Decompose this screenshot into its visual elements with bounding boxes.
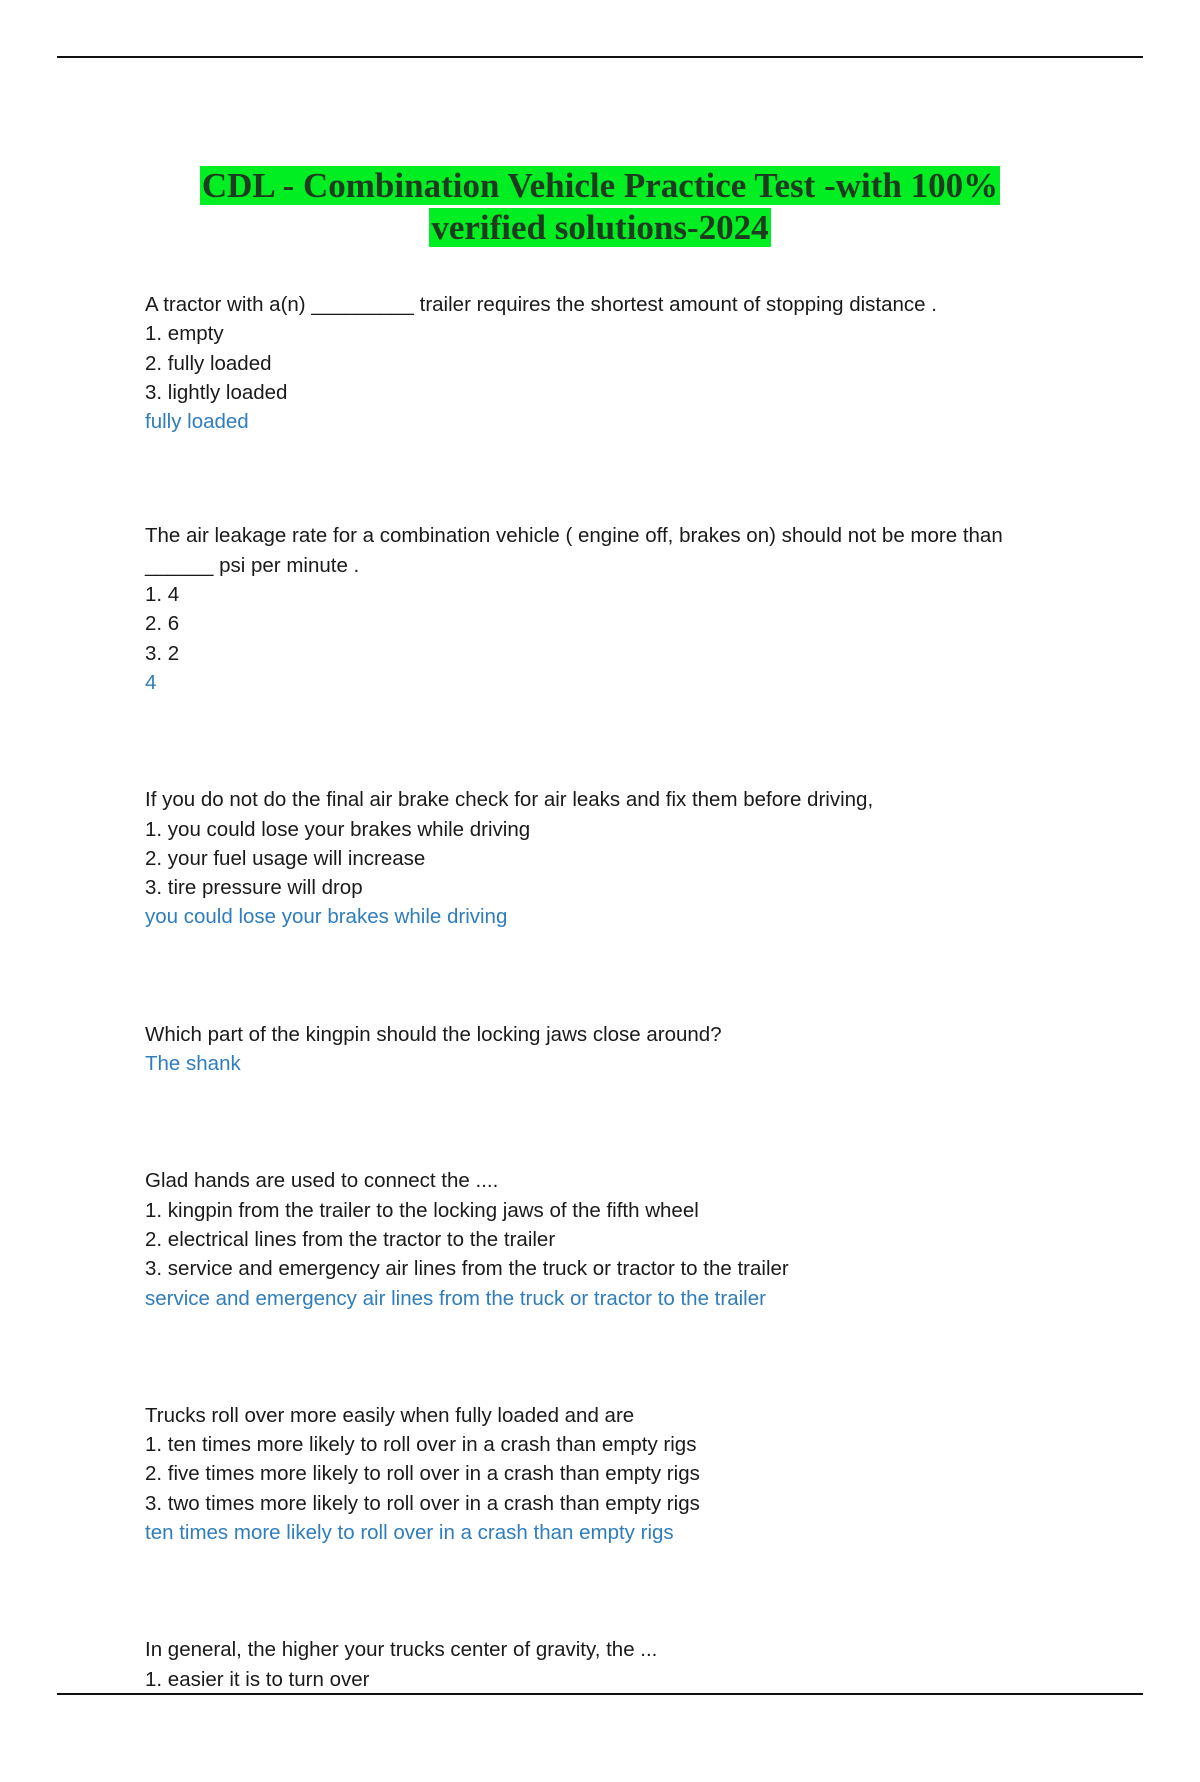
top-divider xyxy=(57,56,1143,58)
option-2: 2. your fuel usage will increase xyxy=(145,846,426,870)
question-1 xyxy=(145,290,1045,436)
document-title xyxy=(100,165,1100,249)
question-answer: The shank xyxy=(145,1052,241,1076)
option-3: 3. two times more likely to roll over in a crash than empty rigs xyxy=(145,1491,700,1515)
question-prompt: Trucks roll over more easily when fully loaded and are xyxy=(145,1403,635,1427)
option-3: 3. lightly loaded xyxy=(145,380,288,404)
option-2: 2. fully loaded xyxy=(145,351,272,375)
option-1: 1. kingpin from the trailer to the locking jaws of the fifth wheel xyxy=(145,1198,699,1222)
question-list xyxy=(145,290,1045,1782)
question-prompt: Which part of the kingpin should the locking jaws close around? xyxy=(145,1022,722,1046)
option-2: 2. 6 xyxy=(145,612,180,636)
option-1: 1. empty xyxy=(145,322,224,346)
question-answer: fully loaded xyxy=(145,410,249,434)
option-1: 1. 4 xyxy=(145,583,180,607)
title-highlight-line-2: verified solutions-2024 xyxy=(431,208,769,248)
question-prompt: In general, the higher your trucks center of gravity, the ... xyxy=(145,1638,658,1662)
question-7 xyxy=(145,1635,1045,1694)
title-highlight-line-1: CDL - Combination Vehicle Practice Test -with 100% xyxy=(201,166,999,206)
question-answer: you could lose your brakes while driving xyxy=(145,905,508,929)
question-prompt: A tractor with a(n) _________ trailer requires the shortest amount of stopping distance . xyxy=(145,293,937,316)
question-5 xyxy=(145,1166,1045,1312)
question-prompt: The air leakage rate for a combination vehicle ( engine off, brakes on) should not be more than ______ psi per minute . xyxy=(145,524,1003,577)
bottom-divider xyxy=(57,1693,1143,1695)
option-3: 3. tire pressure will drop xyxy=(145,876,363,900)
option-1: 1. ten times more likely to roll over in a crash than empty rigs xyxy=(145,1433,697,1457)
question-2 xyxy=(145,521,1045,697)
option-1: 1. you could lose your brakes while driving xyxy=(145,817,531,841)
option-3: 3. 2 xyxy=(145,641,180,665)
question-prompt: Glad hands are used to connect the .... xyxy=(145,1169,499,1193)
question-prompt: If you do not do the final air brake check for air leaks and fix them before driving, xyxy=(145,788,874,812)
question-3 xyxy=(145,785,1045,931)
question-4 xyxy=(145,1020,1045,1079)
question-6 xyxy=(145,1401,1045,1547)
option-3: 3. service and emergency air lines from the truck or tractor to the trailer xyxy=(145,1257,789,1281)
question-answer: ten times more likely to roll over in a crash than empty rigs xyxy=(145,1521,674,1545)
question-answer: 4 xyxy=(145,670,157,694)
option-2: 2. electrical lines from the tractor to the trailer xyxy=(145,1227,556,1251)
question-answer: service and emergency air lines from the truck or tractor to the trailer xyxy=(145,1286,766,1310)
option-2: 2. five times more likely to roll over in a crash than empty rigs xyxy=(145,1462,700,1486)
option-1: 1. easier it is to turn over xyxy=(145,1667,370,1691)
